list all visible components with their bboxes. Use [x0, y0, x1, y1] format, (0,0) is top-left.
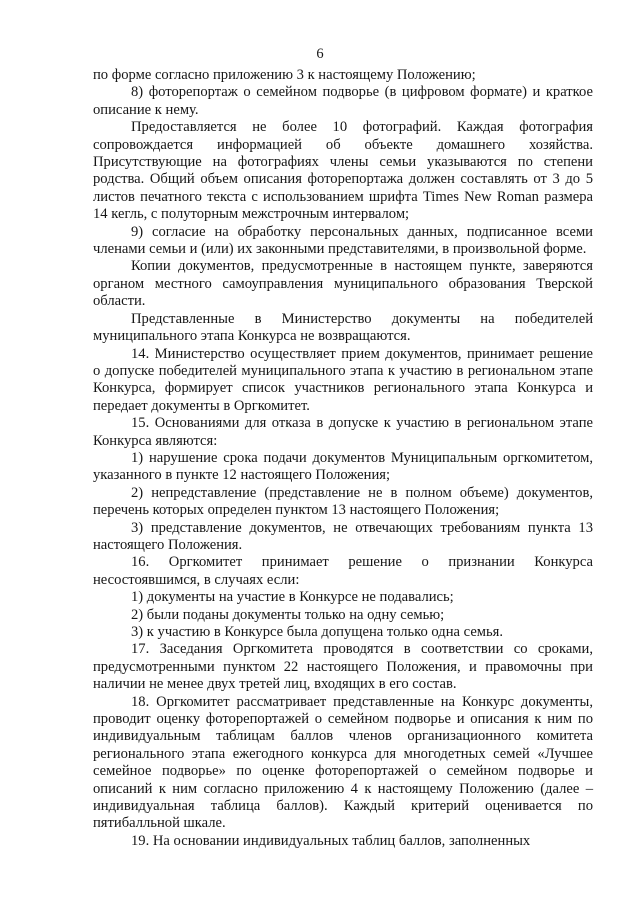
paragraph: 15. Основаниями для отказа в допуске к участию в региональном этапе Конкурса являются: [93, 415, 593, 449]
paragraph: 17. Заседания Оргкомитета проводятся в соответствии со сроками, предусмотренными пунктом 22 настоящего Положения, и правомочны при наличии не менее двух третей лиц, входящих в его состав. [93, 641, 593, 693]
paragraph: по форме согласно приложению 3 к настоящему Положению; [93, 67, 476, 83]
paragraph: 3) представление документов, не отвечающих требованиям пункта 13 настоящего Положения. [93, 519, 593, 553]
paragraph: Предоставляется не более 10 фотографий. Каждая фотография сопровождается информацией об объекте домашнего хозяйства. Присутствующие на фотографиях члены семьи указываются по степени родства. Общий объем описания фоторепортажа должен составлять от 3 до 5 листов печатного текста с использованием шрифта Times New Roman размера 14 кегль, с полуторным межстрочным интервалом; [93, 119, 593, 223]
paragraph: 3) к участию в Конкурсе была допущена только одна семья. [131, 624, 504, 640]
paragraph: 2) были поданы документы только на одну семью; [131, 606, 445, 623]
paragraph: 14. Министерство осуществляет прием документов, принимает решение о допуске победителей муниципального этапа к участию в региональном этапе Конкурса, формирует список участников регионального этапа Конкурса и передает документы в Оргкомитет. [93, 345, 593, 414]
paragraph: 19. На основании индивидуальных таблиц баллов, заполненных [131, 832, 531, 849]
paragraph: Копии документов, предусмотренные в настоящем пункте, заверяются органом местного самоуправления муниципального образования Тверской области. [93, 258, 593, 310]
paragraph: 1) документы на участие в Конкурсе не подавались; [131, 589, 454, 606]
paragraph: 16. Оргкомитет принимает решение о признании Конкурса несостоявшимся, в случаях если: [93, 554, 593, 588]
page-number: 6 [316, 46, 324, 62]
paragraph: 1) нарушение срока подачи документов Муниципальным оргкомитетом, указанного в пункте 12 настоящего Положения; [93, 449, 593, 484]
paragraph: 2) непредставление (представление не в полном объеме) документов, перечень которых определен пунктом 13 настоящего Положения; [93, 484, 593, 519]
paragraph: 9) согласие на обработку персональных данных, подписанное всеми членами семьи и (или) их законными представителями, в произвольной форме. [93, 223, 593, 258]
paragraph: 8) фоторепортаж о семейном подворье (в цифровом формате) и краткое описание к нему. [93, 84, 593, 118]
paragraph: 18. Оргкомитет рассматривает представленные на Конкурс документы, проводит оценку фоторепортажей о семейном подворье и описания к ним по индивидуальным таблицам баллов членов организационного комитета регионального этапа ежегодного конкурса для многодетных семей «Лучшее семейное подворье» по оценке фоторепортажей о семейном подворье и описаний к ним согласно приложению 4 к настоящему Положению (далее – индивидуальная таблица баллов). Каждый критерий оценивается по пятибалльной шкале. [93, 693, 593, 832]
paragraph: Представленные в Министерство документы на победителей муниципального этапа Конкурса не возвращаются. [93, 310, 593, 345]
document-body [93, 67, 593, 850]
